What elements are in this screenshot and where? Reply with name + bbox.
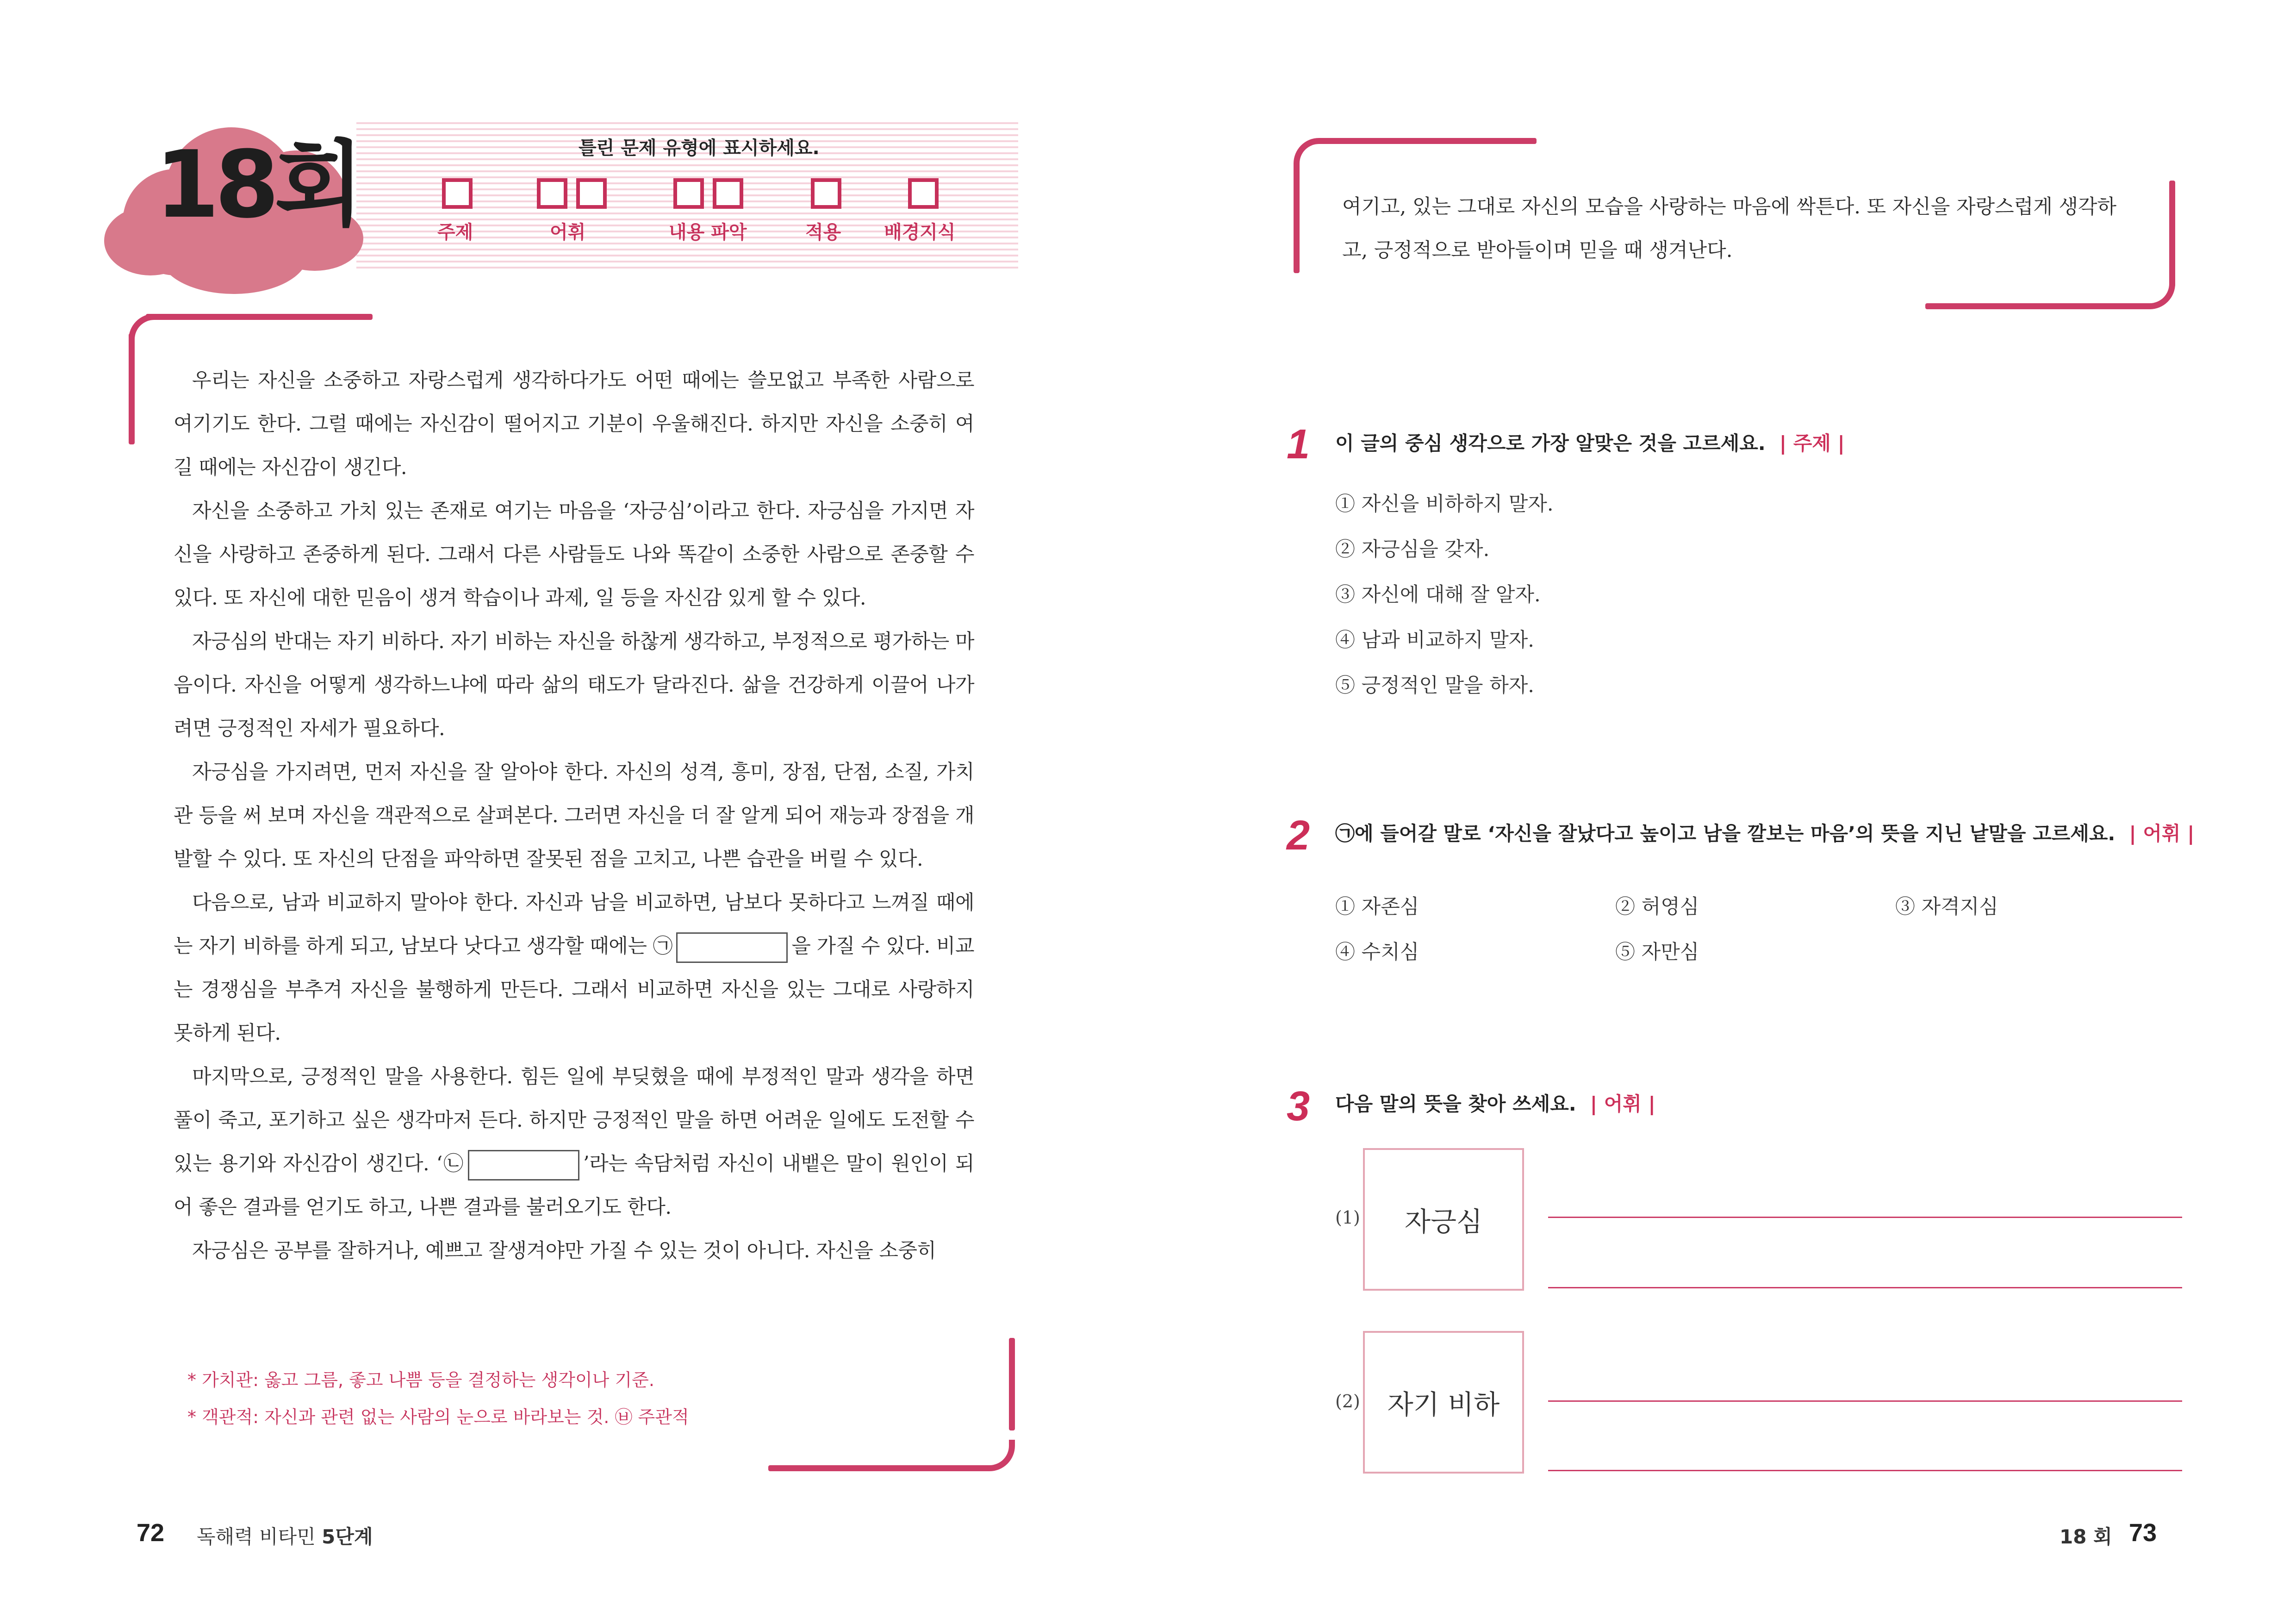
- frame-top-left-corner: [129, 314, 161, 346]
- checkbox-content-1[interactable]: [673, 178, 704, 209]
- left-page-number: 72: [137, 1519, 165, 1547]
- question-3-text: [1335, 1089, 1655, 1117]
- p6-text-b: ’라는 속담처럼 자신이 내뱉은 말이 원인이 되어 좋은 결과를 얻기도 하고, 나쁜 결과를 불러오기도 한다.: [174, 1152, 974, 1219]
- q1-option-1[interactable]: ① 자신을 비하하지 말자.: [1335, 493, 1554, 516]
- cont-frame-top-horizontal: [1319, 138, 1537, 144]
- q3-item-2-label: (2): [1335, 1391, 1360, 1412]
- frame-top-left-vertical: [129, 333, 135, 444]
- q2-option-2[interactable]: ② 허영심: [1615, 895, 1699, 918]
- question-1-tag: | 주제 |: [1779, 432, 1845, 455]
- book-title-name: 독해력 비타민: [197, 1525, 316, 1548]
- category-label-background: 배경지식: [884, 222, 956, 243]
- question-3-number: 3: [1287, 1083, 1310, 1130]
- footnote-2: * 객관적: 자신과 관련 없는 사람의 눈으로 바라보는 것. ㉥ 주관적: [187, 1407, 689, 1427]
- q1-option-2[interactable]: ② 자긍심을 갖자.: [1335, 538, 1490, 561]
- question-1-number: 1: [1287, 421, 1310, 468]
- blank-a-box: [676, 932, 788, 963]
- book-title-level: 5단계: [322, 1525, 373, 1548]
- passage-continuation: 여기고, 있는 그대로 자신의 모습을 사랑하는 마음에 싹튼다. 또 자신을 자랑스럽게 생각하고, 긍정적으로 받아들이며 믿을 때 생겨난다.: [1342, 195, 2117, 262]
- p5-text-a: 다음으로, 남과 비교하지 말아야 한다. 자신과 남을 비교하면, 남보다 못하다고 느껴질 때에는 자기 비하를 하게 되고, 남보다 낫다고 생각할 때에는 ㉠: [174, 891, 974, 958]
- passage-paragraph-6: [174, 1055, 974, 1229]
- checkbox-vocab-2[interactable]: [576, 178, 607, 209]
- q1-option-4[interactable]: ④ 남과 비교하지 말자.: [1335, 629, 1534, 652]
- question-2-prompt: ㉠에 들어갈 말로 ‘자신을 잘났다고 높이고 남을 깔보는 마음’의 뜻을 지닌 낱말을 고르세요.: [1335, 822, 2116, 845]
- q2-option-4[interactable]: ④ 수치심: [1335, 941, 1419, 964]
- question-3-prompt: 다음 말의 뜻을 찾아 쓰세요.: [1335, 1093, 1576, 1115]
- category-label-apply: 적용: [805, 222, 841, 243]
- q3-item-2-answer-line-1[interactable]: [1548, 1400, 2182, 1402]
- checkbox-background[interactable]: [908, 178, 939, 209]
- footnote-1: * 가치관: 옳고 그름, 좋고 나쁨 등을 결정하는 생각이나 기준.: [187, 1370, 654, 1390]
- episode-title: 18회: [155, 131, 360, 239]
- frame-bottom-right-vertical: [1009, 1338, 1015, 1430]
- question-2-text: [1335, 818, 2194, 846]
- question-1-text: [1335, 428, 1845, 456]
- q3-item-1-answer-line-2[interactable]: [1548, 1287, 2182, 1288]
- q3-item-1-answer-line-1[interactable]: [1548, 1217, 2182, 1218]
- reading-passage: [174, 359, 974, 1273]
- passage-paragraph-5: [174, 881, 974, 1055]
- question-1-prompt: 이 글의 중심 생각으로 가장 알맞은 것을 고르세요.: [1335, 432, 1766, 455]
- question-2-number: 2: [1287, 812, 1310, 859]
- q1-option-3[interactable]: ③ 자신에 대해 잘 알자.: [1335, 583, 1541, 606]
- right-page-number: 73: [2129, 1519, 2157, 1547]
- frame-top-left-horizontal: [146, 314, 373, 320]
- cont-frame-left-vertical: [1294, 162, 1300, 273]
- passage-paragraph-4: 자긍심을 가지려면, 먼저 자신을 잘 알아야 한다. 자신의 성격, 흥미, 장점, 단점, 소질, 가치관 등을 써 보며 자신을 객관적으로 살펴본다. 그러면 자신을 더 잘 알게 되어 재능과 장점을 개발할 수 있다. 또 자신의 단점을 파악하면 잘못된 점을 고치고, 나쁜 습관을 버릴 수 있다.: [174, 761, 974, 871]
- checkbox-vocab-1[interactable]: [537, 178, 567, 209]
- instruction-text: 틀린 문제 유형에 표시하세요.: [579, 137, 820, 159]
- q2-option-1[interactable]: ① 자존심: [1335, 895, 1419, 918]
- checkbox-apply[interactable]: [811, 178, 841, 209]
- passage-paragraph-3: 자긍심의 반대는 자기 비하다. 자기 비하는 자신을 하찮게 생각하고, 부정적으로 평가하는 마음이다. 자신을 어떻게 생각하느냐에 따라 삶의 태도가 달라진다. 삶을 건강하게 이끌어 나가려면 긍정적인 자세가 필요하다.: [174, 630, 974, 740]
- passage-paragraph-7: 자긍심은 공부를 잘하거나, 예쁘고 잘생겨야만 가질 수 있는 것이 아니다. 자신을 소중히: [192, 1239, 936, 1262]
- q3-item-2-word: 자기 비하: [1363, 1331, 1524, 1474]
- q3-item-1-word: 자긍심: [1363, 1148, 1524, 1291]
- frame-bottom-right-horizontal: [768, 1465, 990, 1471]
- question-2-tag: | 어휘 |: [2129, 822, 2195, 845]
- p6-text-a: 마지막으로, 긍정적인 말을 사용한다. 힘든 일에 부딪혔을 때에 부정적인 말과 생각을 하면 풀이 죽고, 포기하고 싶은 생각마저 든다. 하지만 긍정적인 말을 하면 어려운 일에도 도전할 수 있는 용기와 자신감이 생긴다. ‘㉡: [174, 1065, 974, 1175]
- q3-item-2-answer-line-2[interactable]: [1548, 1470, 2182, 1471]
- category-label-vocab: 어휘: [550, 222, 586, 243]
- book-title: [197, 1522, 373, 1549]
- passage-paragraph-1: 우리는 자신을 소중하고 자랑스럽게 생각하다가도 어떤 때에는 쓸모없고 부족한 사람으로 여기기도 한다. 그럴 때에는 자신감이 떨어지고 기분이 우울해진다. 하지만 자신을 소중히 여길 때에는 자신감이 생긴다.: [174, 369, 974, 479]
- q1-option-5[interactable]: ⑤ 긍정적인 말을 하자.: [1335, 674, 1534, 697]
- checkbox-content-2[interactable]: [713, 178, 743, 209]
- question-3-tag: | 어휘 |: [1590, 1093, 1655, 1115]
- p5-text-b: 을 가질 수 있다. 비교는 경쟁심을 부추겨 자신을 불행하게 만든다. 그래서 비교하면 자신을 있는 그대로 사랑하지 못하게 된다.: [174, 935, 974, 1045]
- blank-b-box: [468, 1150, 579, 1181]
- cont-frame-right-vertical: [2169, 181, 2175, 287]
- cont-frame-bottom-horizontal: [1925, 303, 2152, 309]
- q2-option-5[interactable]: ⑤ 자만심: [1615, 941, 1699, 964]
- q2-option-3[interactable]: ③ 자격지심: [1895, 895, 1998, 918]
- checkbox-topic[interactable]: [442, 178, 473, 209]
- passage-paragraph-2: 자신을 소중하고 가치 있는 존재로 여기는 마음을 ‘자긍심’이라고 한다. 자긍심을 가지면 자신을 사랑하고 존중하게 된다. 그래서 다른 사람들도 나와 똑같이 소중한 사람으로 존중할 수 있다. 또 자신에 대한 믿음이 생겨 학습이나 과제, 일 등을 자신감 있게 할 수 있다.: [174, 500, 974, 610]
- q3-item-1-label: (1): [1335, 1207, 1360, 1228]
- category-label-content: 내용 파악: [669, 222, 747, 243]
- category-label-topic: 주제: [437, 222, 473, 243]
- right-episode-label: 18 회: [2060, 1525, 2112, 1548]
